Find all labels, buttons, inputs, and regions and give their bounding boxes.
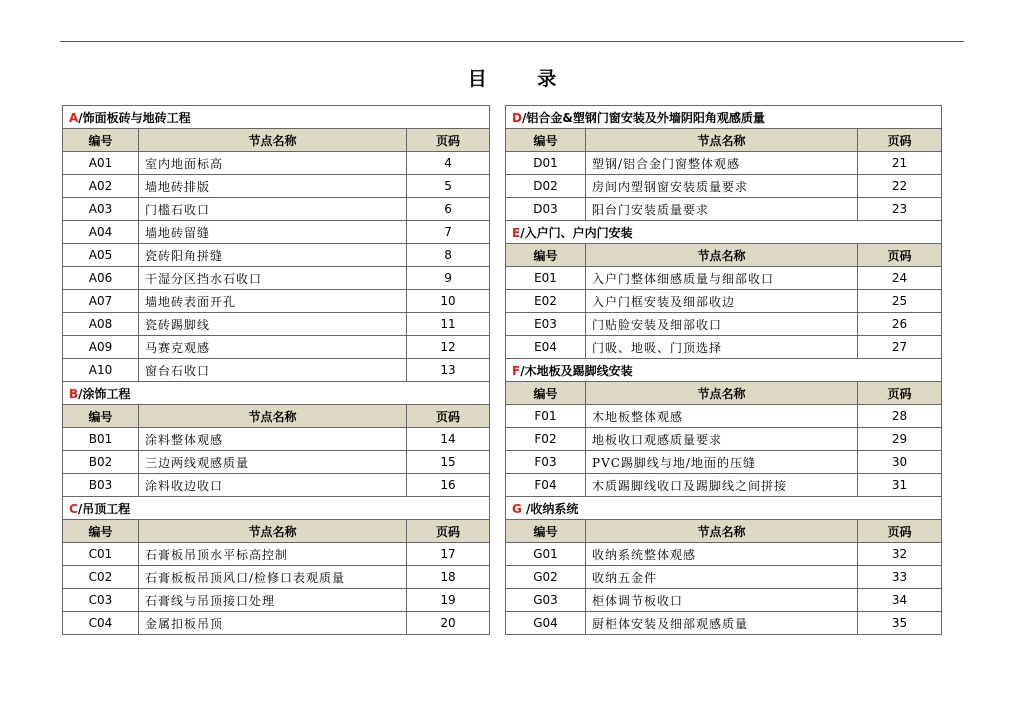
entry-page: 13 <box>407 359 490 382</box>
section-heading <box>506 221 942 244</box>
column-header-name: 节点名称 <box>586 382 858 405</box>
table-row <box>63 313 490 336</box>
column-header-page: 页码 <box>407 405 490 428</box>
entry-page: 7 <box>407 221 490 244</box>
page-title: 目 录 <box>467 68 579 90</box>
entry-page: 12 <box>407 336 490 359</box>
entry-page: 23 <box>858 198 942 221</box>
section-title: /入户门、户内门安装 <box>520 225 633 240</box>
entry-code: G04 <box>506 612 586 635</box>
entry-name: 马赛克观感 <box>139 336 407 359</box>
column-header-code: 编号 <box>63 129 139 152</box>
entry-code: C01 <box>63 543 139 566</box>
column-header-page: 页码 <box>407 129 490 152</box>
table-row <box>63 244 490 267</box>
entry-name: 收纳系统整体观感 <box>586 543 858 566</box>
column-header-name: 节点名称 <box>586 520 858 543</box>
column-header-page: 页码 <box>858 382 942 405</box>
entry-page: 26 <box>858 313 942 336</box>
table-row <box>63 428 490 451</box>
column-header-name: 节点名称 <box>139 405 407 428</box>
table-row <box>63 267 490 290</box>
entry-name: 门吸、地吸、门顶选择 <box>586 336 858 359</box>
table-row <box>506 474 942 497</box>
entry-code: G01 <box>506 543 586 566</box>
entry-name: 门槛石收口 <box>139 198 407 221</box>
entry-code: A08 <box>63 313 139 336</box>
entry-code: B02 <box>63 451 139 474</box>
column-header-code: 编号 <box>506 382 586 405</box>
entry-name: 阳台门安装质量要求 <box>586 198 858 221</box>
toc-right-column <box>505 105 941 635</box>
entry-code: C02 <box>63 566 139 589</box>
table-row <box>506 612 942 635</box>
section-title: /吊顶工程 <box>77 501 131 516</box>
entry-name: 门贴脸安装及细部收口 <box>586 313 858 336</box>
entry-page: 4 <box>407 152 490 175</box>
column-header-code: 编号 <box>63 405 139 428</box>
column-header-name: 节点名称 <box>586 244 858 267</box>
entry-page: 15 <box>407 451 490 474</box>
column-header-row <box>506 520 942 543</box>
table-row <box>63 612 490 635</box>
section-letter: G <box>512 501 522 516</box>
entry-code: C04 <box>63 612 139 635</box>
section-heading <box>506 106 942 129</box>
entry-page: 17 <box>407 543 490 566</box>
table-row <box>63 198 490 221</box>
section-title: /饰面板砖与地砖工程 <box>78 110 191 125</box>
entry-code: F03 <box>506 451 586 474</box>
entry-code: E02 <box>506 290 586 313</box>
entry-page: 18 <box>407 566 490 589</box>
column-header-page: 页码 <box>858 129 942 152</box>
entry-name: 墙地砖留缝 <box>139 221 407 244</box>
table-row <box>63 474 490 497</box>
table-row <box>63 451 490 474</box>
entry-page: 5 <box>407 175 490 198</box>
table-row <box>506 336 942 359</box>
table-row <box>506 290 942 313</box>
entry-code: E01 <box>506 267 586 290</box>
toc-table-right <box>505 105 942 635</box>
column-header-page: 页码 <box>407 520 490 543</box>
entry-name: 收纳五金件 <box>586 566 858 589</box>
entry-name: 瓷砖踢脚线 <box>139 313 407 336</box>
entry-name: 墙地砖表面开孔 <box>139 290 407 313</box>
entry-name: 柜体调节板收口 <box>586 589 858 612</box>
toc-table-left <box>62 105 490 635</box>
table-row <box>506 451 942 474</box>
table-row <box>506 175 942 198</box>
column-header-name: 节点名称 <box>139 129 407 152</box>
entry-page: 9 <box>407 267 490 290</box>
entry-page: 33 <box>858 566 942 589</box>
section-title: /木地板及踢脚线安装 <box>520 363 633 378</box>
entry-code: E03 <box>506 313 586 336</box>
entry-name: 木质踢脚线收口及踢脚线之间拼接 <box>586 474 858 497</box>
entry-page: 14 <box>407 428 490 451</box>
entry-code: F02 <box>506 428 586 451</box>
entry-code: D02 <box>506 175 586 198</box>
table-row <box>506 313 942 336</box>
table-row <box>506 198 942 221</box>
entry-name: 墙地砖排版 <box>139 175 407 198</box>
entry-name: 金属扣板吊顶 <box>139 612 407 635</box>
entry-code: E04 <box>506 336 586 359</box>
table-row <box>63 566 490 589</box>
entry-code: G03 <box>506 589 586 612</box>
entry-page: 29 <box>858 428 942 451</box>
entry-page: 32 <box>858 543 942 566</box>
table-row <box>506 589 942 612</box>
table-row <box>506 405 942 428</box>
entry-code: A04 <box>63 221 139 244</box>
section-letter: C <box>69 501 78 516</box>
section-title: /铝合金&塑钢门窗安装及外墙阴阳角观感质量 <box>521 110 765 125</box>
entry-code: D01 <box>506 152 586 175</box>
section-letter: D <box>512 110 522 125</box>
table-row <box>506 543 942 566</box>
entry-code: B01 <box>63 428 139 451</box>
entry-page: 10 <box>407 290 490 313</box>
column-header-code: 编号 <box>506 129 586 152</box>
column-header-page: 页码 <box>858 520 942 543</box>
entry-page: 24 <box>858 267 942 290</box>
section-letter: F <box>512 363 521 378</box>
table-row <box>63 175 490 198</box>
table-row <box>506 267 942 290</box>
table-row <box>506 428 942 451</box>
entry-page: 30 <box>858 451 942 474</box>
entry-name: 塑钢/铝合金门窗整体观感 <box>586 152 858 175</box>
entry-page: 20 <box>407 612 490 635</box>
entry-page: 16 <box>407 474 490 497</box>
entry-page: 28 <box>858 405 942 428</box>
entry-page: 21 <box>858 152 942 175</box>
entry-name: 木地板整体观感 <box>586 405 858 428</box>
section-heading <box>63 382 490 405</box>
entry-page: 22 <box>858 175 942 198</box>
table-row <box>506 566 942 589</box>
entry-code: C03 <box>63 589 139 612</box>
section-letter: A <box>69 110 79 125</box>
entry-name: 干湿分区挡水石收口 <box>139 267 407 290</box>
section-title: /收纳系统 <box>521 501 579 516</box>
entry-code: A01 <box>63 152 139 175</box>
entry-page: 11 <box>407 313 490 336</box>
column-header-row <box>63 405 490 428</box>
entry-code: A10 <box>63 359 139 382</box>
column-header-code: 编号 <box>506 244 586 267</box>
table-row <box>63 543 490 566</box>
column-header-row <box>63 129 490 152</box>
column-header-page: 页码 <box>858 244 942 267</box>
top-divider <box>60 41 964 42</box>
section-heading <box>506 359 942 382</box>
entry-code: B03 <box>63 474 139 497</box>
table-row <box>63 152 490 175</box>
column-header-code: 编号 <box>506 520 586 543</box>
entry-name: 涂料整体观感 <box>139 428 407 451</box>
section-letter: B <box>69 386 79 401</box>
entry-code: A09 <box>63 336 139 359</box>
entry-name: 入户门框安装及细部收边 <box>586 290 858 313</box>
entry-name: 三边两线观感质量 <box>139 451 407 474</box>
entry-code: A05 <box>63 244 139 267</box>
entry-name: 石膏板板吊顶风口/检修口表观质量 <box>139 566 407 589</box>
entry-code: F04 <box>506 474 586 497</box>
table-row <box>63 359 490 382</box>
table-row <box>63 589 490 612</box>
entry-code: A06 <box>63 267 139 290</box>
column-header-row <box>506 244 942 267</box>
entry-page: 34 <box>858 589 942 612</box>
column-header-name: 节点名称 <box>586 129 858 152</box>
table-row <box>506 152 942 175</box>
entry-page: 8 <box>407 244 490 267</box>
entry-code: A03 <box>63 198 139 221</box>
entry-code: A07 <box>63 290 139 313</box>
section-letter: E <box>512 225 521 240</box>
table-row <box>63 336 490 359</box>
column-header-row <box>506 129 942 152</box>
entry-page: 19 <box>407 589 490 612</box>
table-row <box>63 221 490 244</box>
column-header-row <box>63 520 490 543</box>
entry-name: 石膏板吊顶水平标高控制 <box>139 543 407 566</box>
entry-page: 27 <box>858 336 942 359</box>
entry-name: 地板收口观感质量要求 <box>586 428 858 451</box>
entry-page: 25 <box>858 290 942 313</box>
entry-name: 涂料收边收口 <box>139 474 407 497</box>
entry-name: 室内地面标高 <box>139 152 407 175</box>
entry-page: 35 <box>858 612 942 635</box>
entry-page: 6 <box>407 198 490 221</box>
entry-name: 石膏线与吊顶接口处理 <box>139 589 407 612</box>
table-row <box>63 290 490 313</box>
entry-code: D03 <box>506 198 586 221</box>
entry-code: G02 <box>506 566 586 589</box>
entry-name: 入户门整体细感质量与细部收口 <box>586 267 858 290</box>
entry-name: 房间内塑钢窗安装质量要求 <box>586 175 858 198</box>
column-header-code: 编号 <box>63 520 139 543</box>
section-heading <box>63 106 490 129</box>
column-header-name: 节点名称 <box>139 520 407 543</box>
entry-name: PVC踢脚线与地/地面的压缝 <box>586 451 858 474</box>
entry-name: 瓷砖阳角拼缝 <box>139 244 407 267</box>
column-header-row <box>506 382 942 405</box>
entry-name: 厨柜体安装及细部观感质量 <box>586 612 858 635</box>
entry-code: A02 <box>63 175 139 198</box>
section-heading <box>506 497 942 520</box>
toc-left-column <box>62 105 489 635</box>
section-title: /涂饰工程 <box>78 386 131 401</box>
entry-code: F01 <box>506 405 586 428</box>
entry-name: 窗台石收口 <box>139 359 407 382</box>
entry-page: 31 <box>858 474 942 497</box>
section-heading <box>63 497 490 520</box>
